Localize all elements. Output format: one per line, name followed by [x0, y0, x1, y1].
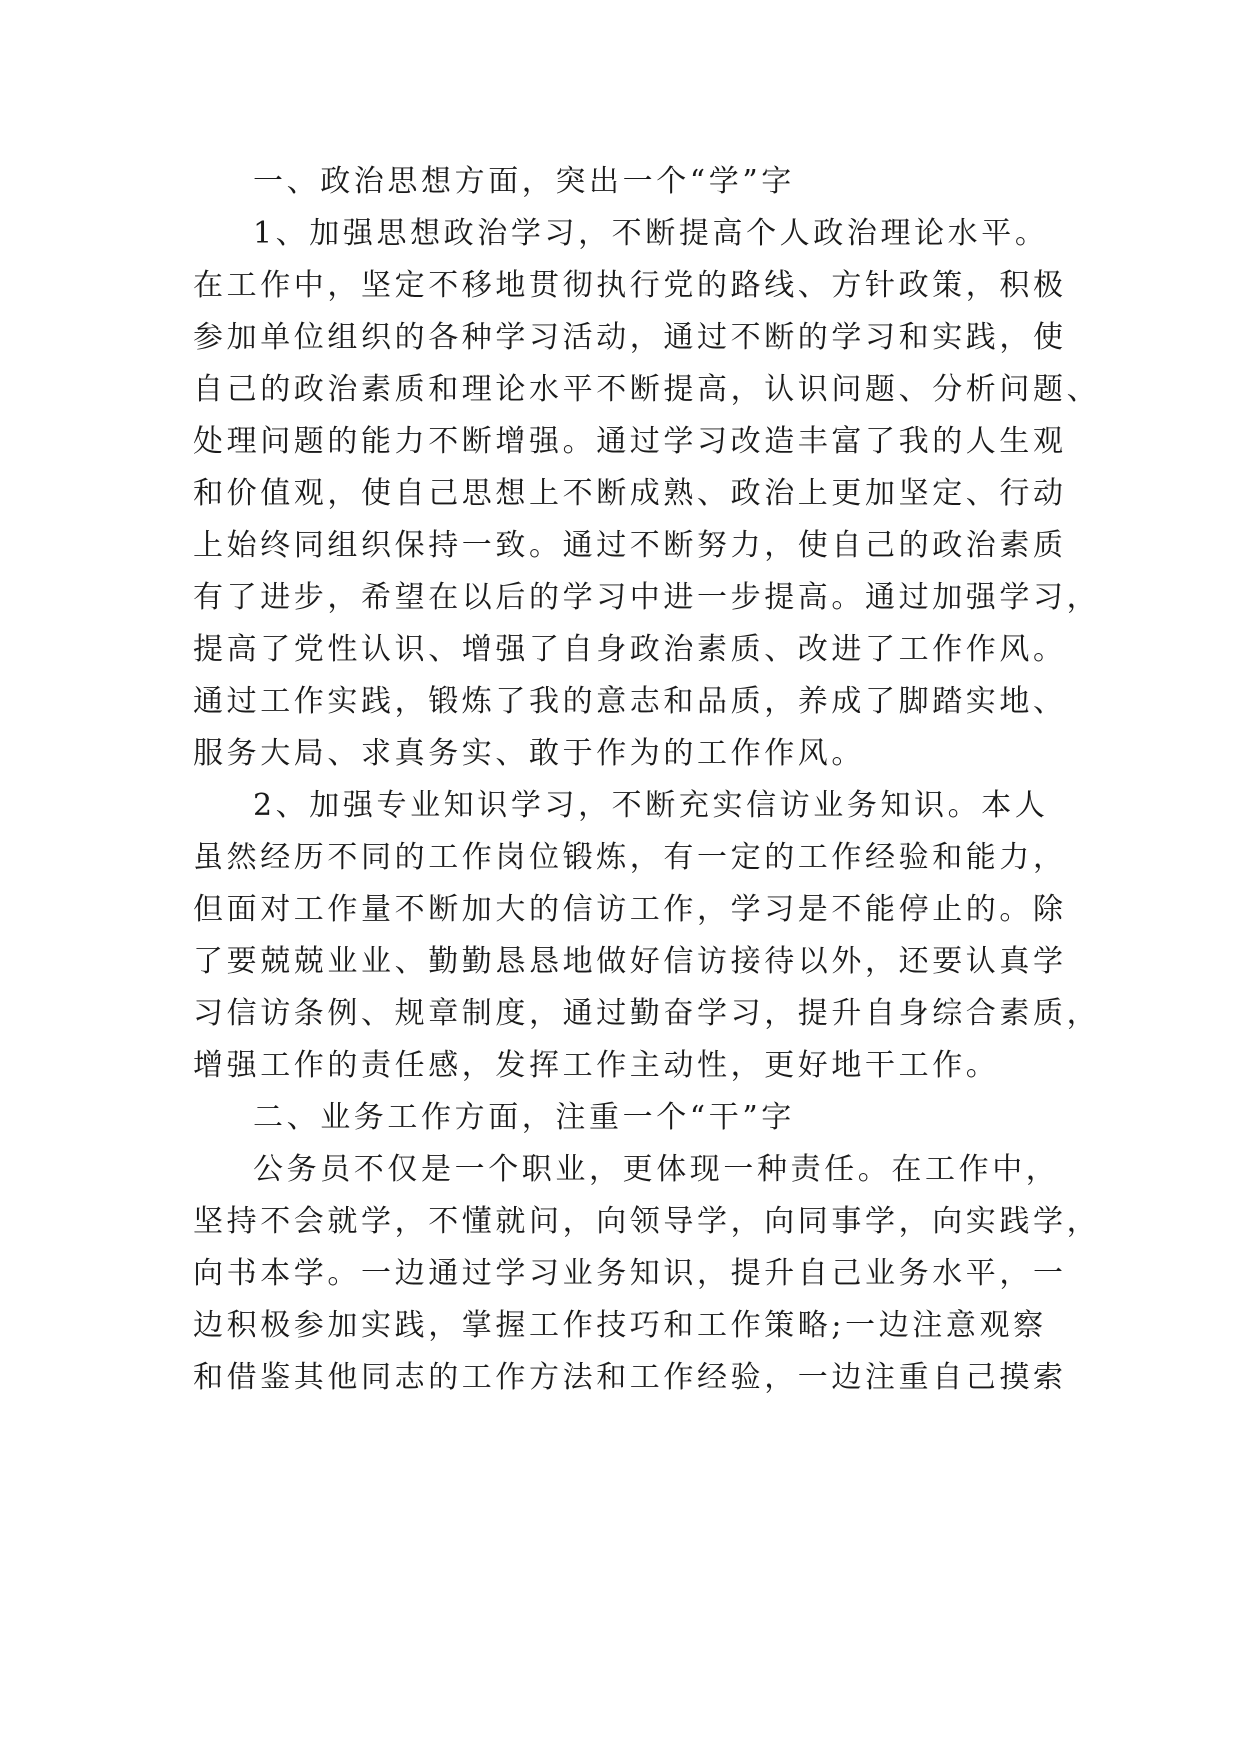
paragraph-line: 1、加强思想政治学习，不断提高个人政治理论水平。	[253, 216, 1049, 251]
paragraph-line: 虽然经历不同的工作岗位锻炼，有一定的工作经验和能力，	[193, 840, 1067, 875]
paragraph-line: 参加单位组织的各种学习活动，通过不断的学习和实践，使	[193, 320, 1067, 355]
paragraph-line: 提高了党性认识、增强了自身政治素质、改进了工作作风。	[193, 632, 1067, 667]
paragraph-line: 和价值观，使自己思想上不断成熟、政治上更加坚定、行动	[193, 476, 1067, 511]
paragraph-line: 公务员不仅是一个职业，更体现一种责任。在工作中，	[253, 1152, 1060, 1187]
paragraph-line: 习信访条例、规章制度，通过勤奋学习，提升自身综合素质，	[193, 996, 1101, 1031]
paragraph-line: 服务大局、求真务实、敢于作为的工作作风。	[193, 736, 865, 771]
paragraph-line: 2、加强专业知识学习，不断充实信访业务知识。本人	[253, 788, 1049, 823]
paragraph-line: 在工作中，坚定不移地贯彻执行党的路线、方针政策，积极	[193, 268, 1067, 303]
paragraph-line: 增强工作的责任感，发挥工作主动性，更好地干工作。	[193, 1048, 1000, 1083]
paragraph-line: 有了进步，希望在以后的学习中进一步提高。通过加强学习，	[193, 580, 1101, 615]
paragraph-line: 处理问题的能力不断增强。通过学习改造丰富了我的人生观	[193, 424, 1067, 459]
paragraph-line: 了要兢兢业业、勤勤恳恳地做好信访接待以外，还要认真学	[193, 944, 1067, 979]
paragraph-line: 和借鉴其他同志的工作方法和工作经验，一边注重自己摸索	[193, 1360, 1067, 1395]
document-body	[193, 156, 1101, 1404]
paragraph-line: 边积极参加实践，掌握工作技巧和工作策略;一边注意观察	[193, 1308, 1047, 1343]
paragraph-line: 坚持不会就学，不懂就问，向领导学，向同事学，向实践学，	[193, 1204, 1101, 1239]
section-heading-2: 二、业务工作方面，注重一个“干”字	[253, 1100, 795, 1135]
paragraph-line: 上始终同组织保持一致。通过不断努力，使自己的政治素质	[193, 528, 1067, 563]
paragraph-line: 自己的政治素质和理论水平不断提高，认识问题、分析问题、	[193, 372, 1101, 407]
section-heading-1: 一、政治思想方面，突出一个“学”字	[253, 164, 795, 199]
paragraph-line: 向书本学。一边通过学习业务知识，提升自己业务水平，一	[193, 1256, 1067, 1291]
paragraph-line: 通过工作实践，锻炼了我的意志和品质，养成了脚踏实地、	[193, 684, 1067, 719]
paragraph-line: 但面对工作量不断加大的信访工作，学习是不能停止的。除	[193, 892, 1067, 927]
